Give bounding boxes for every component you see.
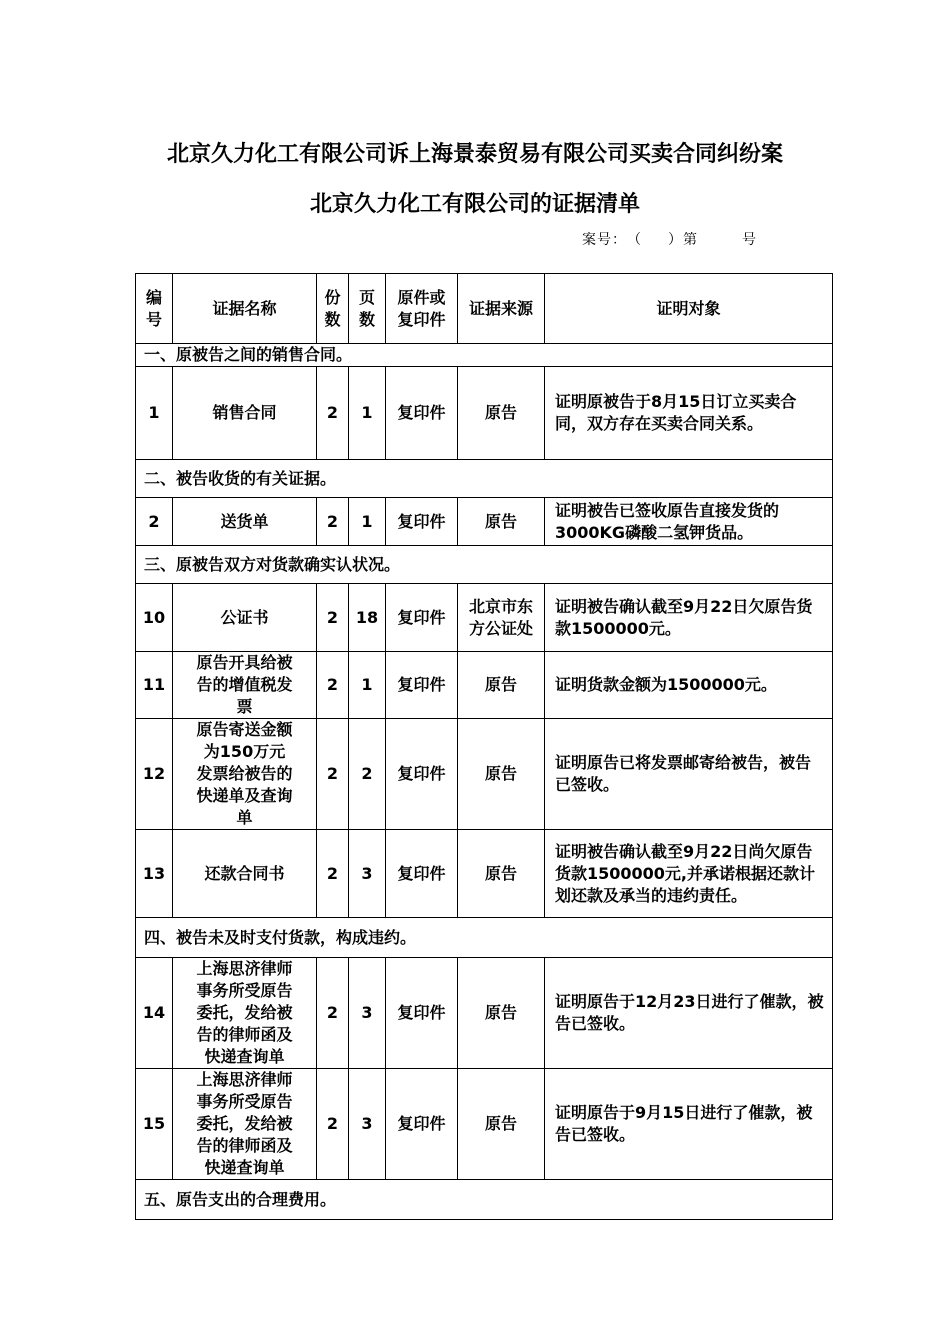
cell-purpose: 证明被告确认截至9月22日尚欠原告货款1500000元,并承诺根据还款计划还款及承当的违约责任。 bbox=[545, 830, 833, 918]
cell-name: 销售合同 bbox=[173, 367, 317, 460]
document-subtitle: 北京久力化工有限公司的证据清单 bbox=[309, 191, 640, 217]
cell-copies: 2 bbox=[317, 498, 349, 546]
cell-orig: 复印件 bbox=[386, 652, 458, 719]
cell-source: 原告 bbox=[458, 367, 545, 460]
table-row bbox=[136, 958, 833, 1069]
section-title: 三、原被告双方对货款确实认状况。 bbox=[136, 546, 833, 584]
cell-orig: 复印件 bbox=[386, 584, 458, 652]
table-row bbox=[136, 367, 833, 460]
cell-no: 1 bbox=[136, 367, 173, 460]
table-row bbox=[136, 584, 833, 652]
cell-purpose: 证明被告确认截至9月22日欠原告货款1500000元。 bbox=[545, 584, 833, 652]
table-row bbox=[136, 719, 833, 830]
header-source: 证据来源 bbox=[458, 274, 545, 344]
cell-no: 13 bbox=[136, 830, 173, 918]
cell-copies: 2 bbox=[317, 652, 349, 719]
header-pages: 页数 bbox=[349, 274, 386, 344]
cell-source: 北京市东方公证处 bbox=[458, 584, 545, 652]
cell-no: 12 bbox=[136, 719, 173, 830]
cell-purpose: 证明原告已将发票邮寄给被告，被告已签收。 bbox=[545, 719, 833, 830]
cell-purpose: 证明原被告于8月15日订立买卖合同，双方存在买卖合同关系。 bbox=[545, 367, 833, 460]
cell-orig: 复印件 bbox=[386, 498, 458, 546]
cell-copies: 2 bbox=[317, 719, 349, 830]
cell-orig: 复印件 bbox=[386, 830, 458, 918]
cell-copies: 2 bbox=[317, 584, 349, 652]
cell-name: 原告寄送金额为150万元发票给被告的快递单及查询单 bbox=[173, 719, 317, 830]
case-paren-close: ） bbox=[668, 232, 683, 248]
cell-pages: 1 bbox=[349, 652, 386, 719]
cell-orig: 复印件 bbox=[386, 958, 458, 1069]
section-title: 一、原被告之间的销售合同。 bbox=[136, 344, 833, 367]
cell-pages: 1 bbox=[349, 498, 386, 546]
cell-no: 11 bbox=[136, 652, 173, 719]
case-number-label: 案号： bbox=[582, 232, 627, 248]
cell-copies: 2 bbox=[317, 958, 349, 1069]
header-no: 编号 bbox=[136, 274, 173, 344]
cell-name: 公证书 bbox=[173, 584, 317, 652]
cell-source: 原告 bbox=[458, 719, 545, 830]
evidence-table bbox=[135, 273, 833, 1220]
document-title: 北京久力化工有限公司诉上海景泰贸易有限公司买卖合同纠纷案 bbox=[166, 141, 783, 167]
cell-purpose: 证明货款金额为1500000元。 bbox=[545, 652, 833, 719]
section-row bbox=[136, 918, 833, 958]
cell-name: 送货单 bbox=[173, 498, 317, 546]
header-name: 证据名称 bbox=[173, 274, 317, 344]
table-row bbox=[136, 652, 833, 719]
cell-no: 15 bbox=[136, 1069, 173, 1180]
section-row bbox=[136, 460, 833, 498]
cell-orig: 复印件 bbox=[386, 719, 458, 830]
case-hao: 号 bbox=[742, 232, 757, 248]
cell-pages: 3 bbox=[349, 1069, 386, 1180]
section-row bbox=[136, 1180, 833, 1220]
section-title: 二、被告收货的有关证据。 bbox=[136, 460, 833, 498]
cell-name: 原告开具给被告的增值税发票 bbox=[173, 652, 317, 719]
cell-name: 上海思济律师事务所受原告委托，发给被告的律师函及快递查询单 bbox=[173, 1069, 317, 1180]
cell-no: 14 bbox=[136, 958, 173, 1069]
cell-pages: 1 bbox=[349, 367, 386, 460]
section-title: 四、被告未及时支付货款，构成违约。 bbox=[136, 918, 833, 958]
header-row bbox=[136, 274, 833, 344]
cell-purpose: 证明被告已签收原告直接发货的3000KG磷酸二氢钾货品。 bbox=[545, 498, 833, 546]
cell-purpose: 证明原告于9月15日进行了催款，被告已签收。 bbox=[545, 1069, 833, 1180]
case-di: 第 bbox=[683, 232, 698, 248]
cell-no: 10 bbox=[136, 584, 173, 652]
header-copies: 份数 bbox=[317, 274, 349, 344]
header-purpose: 证明对象 bbox=[545, 274, 833, 344]
cell-orig: 复印件 bbox=[386, 1069, 458, 1180]
cell-no: 2 bbox=[136, 498, 173, 546]
table-row bbox=[136, 830, 833, 918]
cell-name: 上海思济律师事务所受原告委托，发给被告的律师函及快递查询单 bbox=[173, 958, 317, 1069]
cell-source: 原告 bbox=[458, 958, 545, 1069]
cell-copies: 2 bbox=[317, 830, 349, 918]
section-row bbox=[136, 344, 833, 367]
case-paren-open: （ bbox=[627, 232, 642, 248]
cell-source: 原告 bbox=[458, 652, 545, 719]
cell-pages: 2 bbox=[349, 719, 386, 830]
cell-source: 原告 bbox=[458, 498, 545, 546]
cell-orig: 复印件 bbox=[386, 367, 458, 460]
case-number-line bbox=[582, 229, 757, 249]
section-row bbox=[136, 546, 833, 584]
cell-source: 原告 bbox=[458, 1069, 545, 1180]
cell-pages: 18 bbox=[349, 584, 386, 652]
cell-copies: 2 bbox=[317, 367, 349, 460]
cell-name: 还款合同书 bbox=[173, 830, 317, 918]
table-row bbox=[136, 498, 833, 546]
table-row bbox=[136, 1069, 833, 1180]
cell-purpose: 证明原告于12月23日进行了催款，被告已签收。 bbox=[545, 958, 833, 1069]
header-original-or-copy: 原件或复印件 bbox=[386, 274, 458, 344]
section-title: 五、原告支出的合理费用。 bbox=[136, 1180, 833, 1220]
cell-source: 原告 bbox=[458, 830, 545, 918]
cell-copies: 2 bbox=[317, 1069, 349, 1180]
cell-pages: 3 bbox=[349, 958, 386, 1069]
cell-pages: 3 bbox=[349, 830, 386, 918]
